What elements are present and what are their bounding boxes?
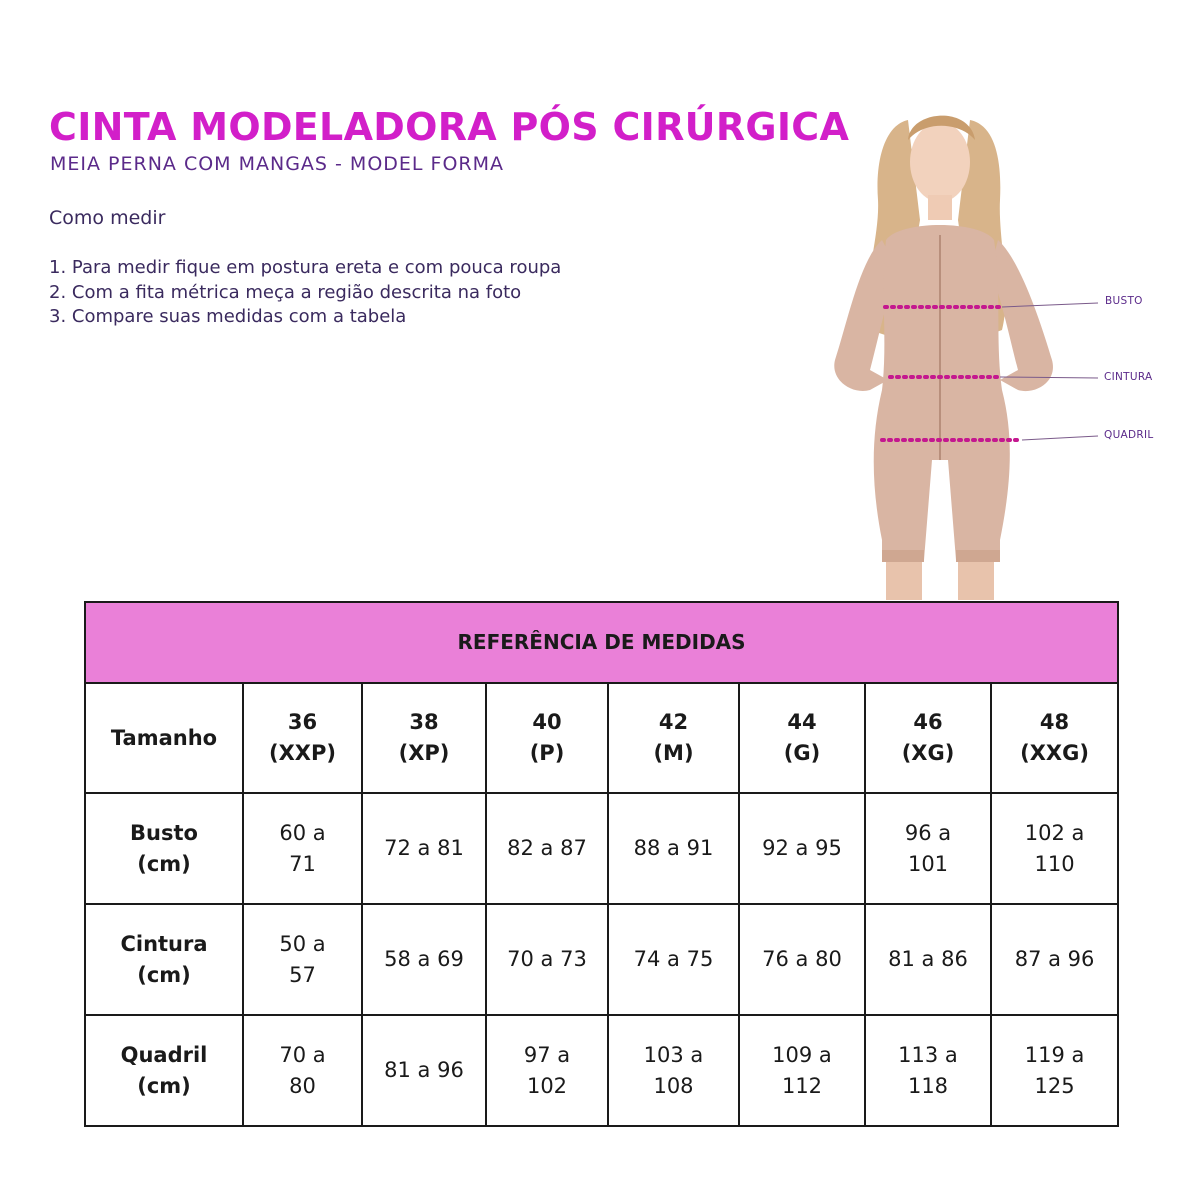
cintura-label: CINTURA (1104, 371, 1153, 383)
page-title: CINTA MODELADORA PÓS CIRÚRGICA (49, 105, 850, 149)
page-subtitle: MEIA PERNA COM MANGAS - MODEL FORMA (50, 153, 505, 175)
row-label-cintura: Cintura (cm) (85, 904, 243, 1015)
size-reference-table (84, 601, 1119, 1127)
measure-cell: 103 a 108 (608, 1015, 739, 1126)
measure-cell: 58 a 69 (362, 904, 486, 1015)
measure-cell: 119 a 125 (991, 1015, 1118, 1126)
table-row-cintura (85, 904, 1118, 1015)
measure-cell: 72 a 81 (362, 793, 486, 904)
table-row-quadril (85, 1015, 1118, 1126)
measure-cell: 97 a 102 (486, 1015, 608, 1126)
measure-cell: 76 a 80 (739, 904, 865, 1015)
measure-cell: 81 a 86 (865, 904, 991, 1015)
measure-cell: 87 a 96 (991, 904, 1118, 1015)
quadril-label: QUADRIL (1104, 429, 1154, 441)
row-label-busto: Busto (cm) (85, 793, 243, 904)
size-cell: 36 (XXP) (243, 683, 362, 794)
measure-cell: 50 a 57 (243, 904, 362, 1015)
how-to-measure-heading: Como medir (49, 207, 166, 229)
measure-cell: 88 a 91 (608, 793, 739, 904)
measure-cell: 113 a 118 (865, 1015, 991, 1126)
size-cell: 48 (XXG) (991, 683, 1118, 794)
measure-step: 3. Compare suas medidas com a tabela (49, 306, 407, 327)
measure-cell: 70 a 73 (486, 904, 608, 1015)
measure-cell: 102 a 110 (991, 793, 1118, 904)
table-header-row (85, 683, 1118, 794)
measure-cell: 81 a 96 (362, 1015, 486, 1126)
measure-step: 2. Com a fita métrica meça a região descrita na foto (49, 281, 522, 303)
measure-cell: 70 a 80 (243, 1015, 362, 1126)
measure-step: 1. Para medir fique em postura ereta e com pouca roupa (49, 257, 562, 278)
size-cell: 40 (P) (486, 683, 608, 794)
measure-cell: 92 a 95 (739, 793, 865, 904)
measure-cell: 82 a 87 (486, 793, 608, 904)
measure-steps-list (49, 256, 561, 330)
size-label-cell: Tamanho (85, 683, 243, 794)
size-cell: 46 (XG) (865, 683, 991, 794)
size-cell: 42 (M) (608, 683, 739, 794)
model-figure (790, 100, 1190, 600)
measure-cell: 60 a 71 (243, 793, 362, 904)
measure-cell: 96 a 101 (865, 793, 991, 904)
size-cell: 44 (G) (739, 683, 865, 794)
row-label-quadril: Quadril (cm) (85, 1015, 243, 1126)
measure-cell: 74 a 75 (608, 904, 739, 1015)
busto-label: BUSTO (1105, 295, 1143, 307)
measure-cell: 109 a 112 (739, 1015, 865, 1126)
size-cell: 38 (XP) (362, 683, 486, 794)
model-illustration (790, 100, 1190, 600)
table-title: REFERÊNCIA DE MEDIDAS (85, 602, 1118, 683)
table-row-busto (85, 793, 1118, 904)
